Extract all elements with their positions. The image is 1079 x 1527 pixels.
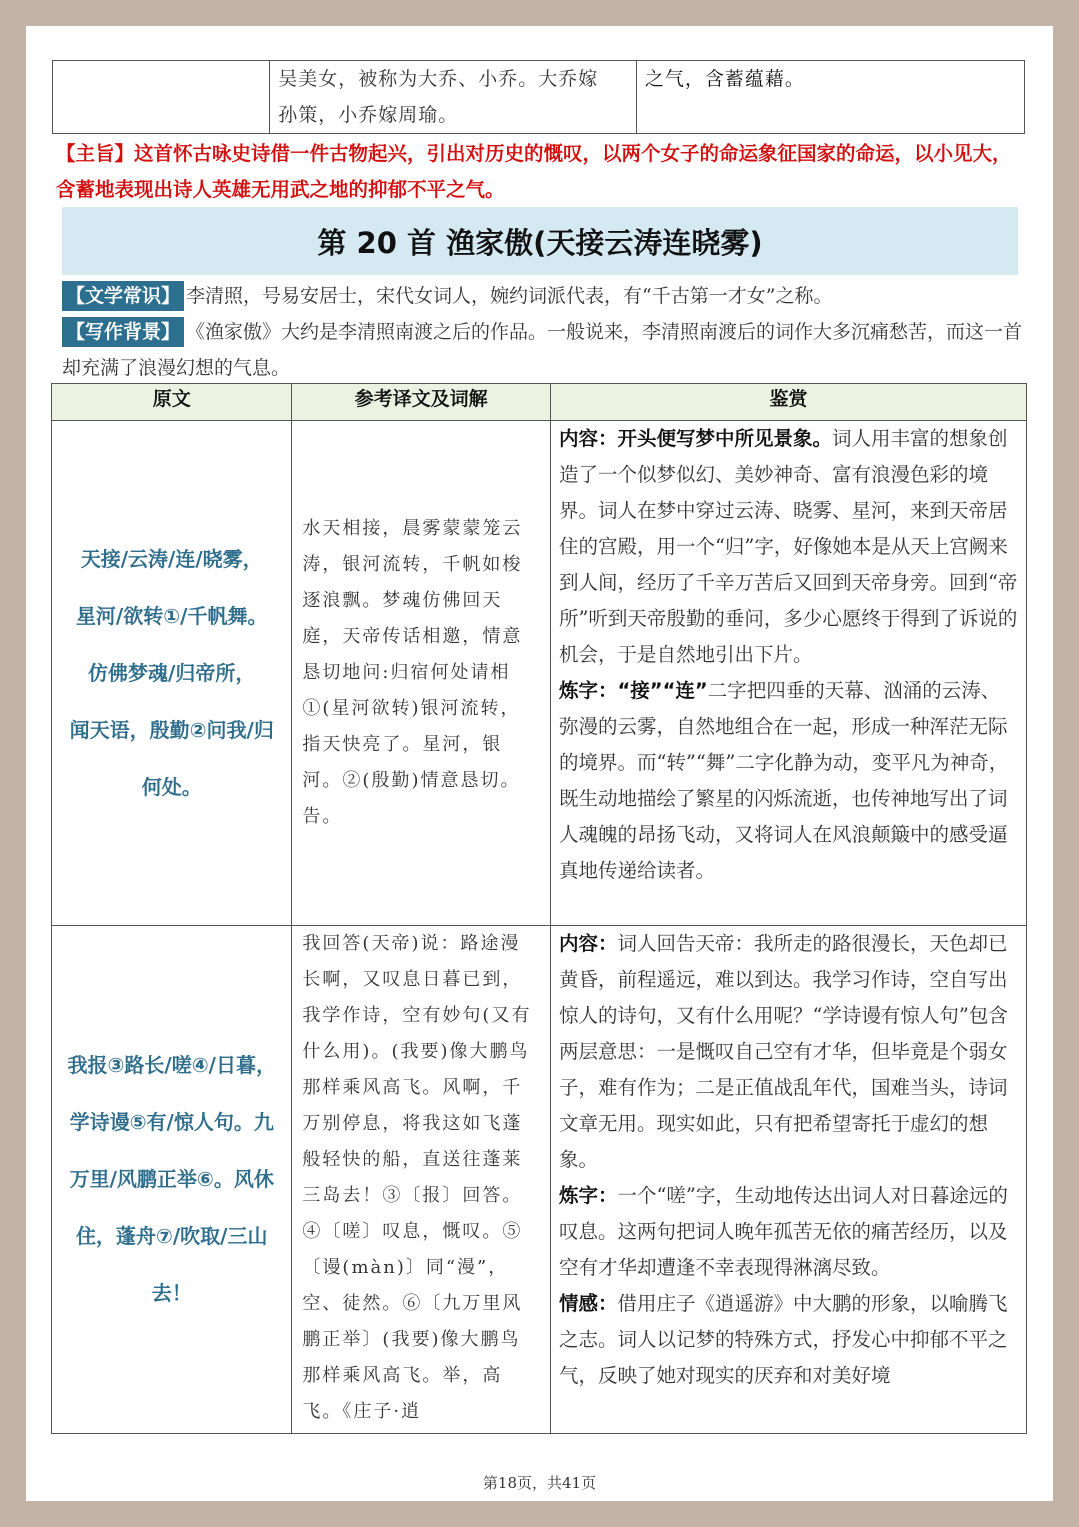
literary-knowledge-text: 李清照，号易安居士，宋代女词人，婉约词派代表，有“千古第一才女”之称。	[186, 285, 833, 307]
poem-line: 我报③路长/嗟④/日暮，	[67, 1053, 276, 1077]
document-page	[26, 26, 1053, 1501]
header-original: 原文	[52, 384, 292, 421]
poem-line: 仿佛梦魂/归帝所，	[88, 660, 256, 685]
poem-line: 闻天语，殷勤②问我/归	[69, 717, 274, 742]
header-appreciation: 鉴赏	[550, 384, 1026, 421]
appreciation-label: 炼字：	[558, 1184, 618, 1207]
appreciation-label: 炼字：“接”“连”	[558, 679, 708, 702]
poem-analysis-table	[51, 383, 1027, 1434]
literary-knowledge-tag: 【文学常识】	[62, 281, 184, 311]
appreciation-cell	[636, 61, 1024, 134]
poem-cell	[52, 421, 292, 926]
empty-cell	[53, 61, 270, 134]
main-point-text: 这首怀古咏史诗借一件古物起兴，引出对历史的慨叹，以两个女子的命运象征国家的命运，以小见大，含蓄地表现出诗人英雄无用武之地的抑郁不平之气。	[56, 142, 1012, 201]
page-number: 第18页，共41页	[482, 1474, 597, 1492]
previous-poem-table-tail	[52, 60, 1025, 134]
translation-cell	[292, 926, 551, 1434]
appreciation-label: 内容：	[558, 932, 618, 955]
table-header-row	[52, 384, 1027, 421]
appreciation-label: 情感：	[558, 1292, 618, 1315]
translation-line: 孙策，小乔嫁周瑜。	[278, 104, 459, 126]
appreciation-label: 内容：开头便写梦中所见景象。	[558, 427, 832, 450]
poem-cell	[52, 926, 292, 1434]
writing-background-text: 《渔家傲》大约是李清照南渡之后的作品。一般说来，李清照南渡后的词作大多沉痛愁苦，而这一首却充满了浪漫幻想的气息。	[62, 321, 1023, 379]
table-row	[52, 421, 1027, 926]
appreciation-body: 词人用丰富的想象创造了一个似梦似幻、美妙神奇、富有浪漫色彩的境界。词人在梦中穿过云涛、晓雾、星河，来到天帝居住的宫殿，用一个“归”字，好像她本是从天上宫阙来到人间，经历了千辛万苦后又回到天帝身旁。回到“帝所”听到天帝殷勤的垂问，多少心愿终于得到了诉说的机会，于是自然地引出下片。	[558, 427, 1018, 666]
translation-cell	[270, 61, 637, 134]
section-title: 第 20 首 渔家傲(天接云涛连晓雾)	[62, 207, 1018, 275]
poem-line: 万里/风鹏正举⑥。风休	[69, 1167, 274, 1191]
literary-knowledge	[62, 278, 1037, 314]
translation-text: 水天相接，晨雾蒙蒙笼云涛，银河流转，千帆如梭逐浪飘。梦魂仿佛回天庭，天帝传话相邀，情意恳切地问:归宿何处请相①(星河欲转)银河流转，指天快亮了。星河，银河。②(殷勤)情意恳切。告。	[302, 518, 523, 827]
writing-background-tag: 【写作背景】	[62, 317, 184, 347]
header-translation: 参考译文及词解	[292, 384, 551, 421]
poem-line: 住，蓬舟⑦/吹取/三山	[75, 1224, 268, 1248]
translation-text: 我回答(天帝)说：路途漫长啊，又叹息日暮已到，我学作诗，空有妙句(又有什么用)。(我要)像大鹏鸟那样乘风高飞。风啊，千万别停息，将我这如飞蓬般轻快的船，直送往蓬莱三岛去！③〔报〕回答。④〔嗟〕叹息，慨叹。⑤〔谩(màn)〕同“漫”，空、徒然。⑥〔九万里风鹏正举〕(我要)像大鹏鸟那样乘风高飞。举，高飞。《庄子·逍	[302, 933, 532, 1422]
translation-cell	[292, 421, 551, 926]
main-point	[56, 136, 1031, 208]
appreciation-cell	[550, 926, 1026, 1434]
poem-text	[52, 1037, 291, 1322]
table-row	[52, 926, 1027, 1434]
appreciation-text	[551, 421, 1026, 889]
poem-text	[52, 531, 291, 816]
main-point-label: 【主旨】	[56, 142, 135, 165]
poem-line: 何处。	[141, 774, 202, 799]
appreciation-line: 之气，含蓄蕴藉。	[644, 68, 805, 90]
translation-line: 吴美女，被称为大乔、小乔。大乔嫁	[278, 68, 599, 90]
writing-background	[62, 314, 1037, 386]
appreciation-text	[551, 926, 1026, 1394]
appreciation-cell	[550, 421, 1026, 926]
poem-line: 星河/欲转①/千帆舞。	[75, 603, 268, 628]
poem-line: 学诗谩⑤有/惊人句。九	[69, 1110, 274, 1134]
appreciation-body: 二字把四垂的天幕、汹涌的云涛、弥漫的云雾，自然地组合在一起，形成一种浑茫无际的境界。而“转”“舞”二字化静为动，变平凡为神奇，既生动地描绘了繁星的闪烁流逝，也传神地写出了词人魂魄的昂扬飞动，又将词人在风浪颠簸中的感受逼真地传递给读者。	[558, 679, 1009, 882]
appreciation-body: 一个“嗟”字，生动地传达出词人对日暮途远的叹息。这两句把词人晚年孤苦无依的痛苦经历，以及空有才华却遭逢不幸表现得淋漓尽致。	[558, 1184, 1008, 1279]
appreciation-body: 词人回告天帝：我所走的路很漫长，天色却已黄昏，前程遥远，难以到达。我学习作诗，空自写出惊人的诗句，又有什么用呢？“学诗谩有惊人句”包含两层意思：一是慨叹自己空有才华，但毕竟是个弱女子，难有作为；二是正值战乱年代，国难当头，诗词文章无用。现实如此，只有把希望寄托于虚幻的想象。	[558, 932, 1008, 1171]
poem-line: 天接/云涛/连/晓雾，	[80, 546, 263, 571]
appreciation-body: 借用庄子《逍遥游》中大鹏的形象，以喻腾飞之志。词人以记梦的特殊方式，抒发心中抑郁不平之气，反映了她对现实的厌弃和对美好境	[558, 1292, 1008, 1387]
poem-line: 去！	[151, 1281, 192, 1305]
